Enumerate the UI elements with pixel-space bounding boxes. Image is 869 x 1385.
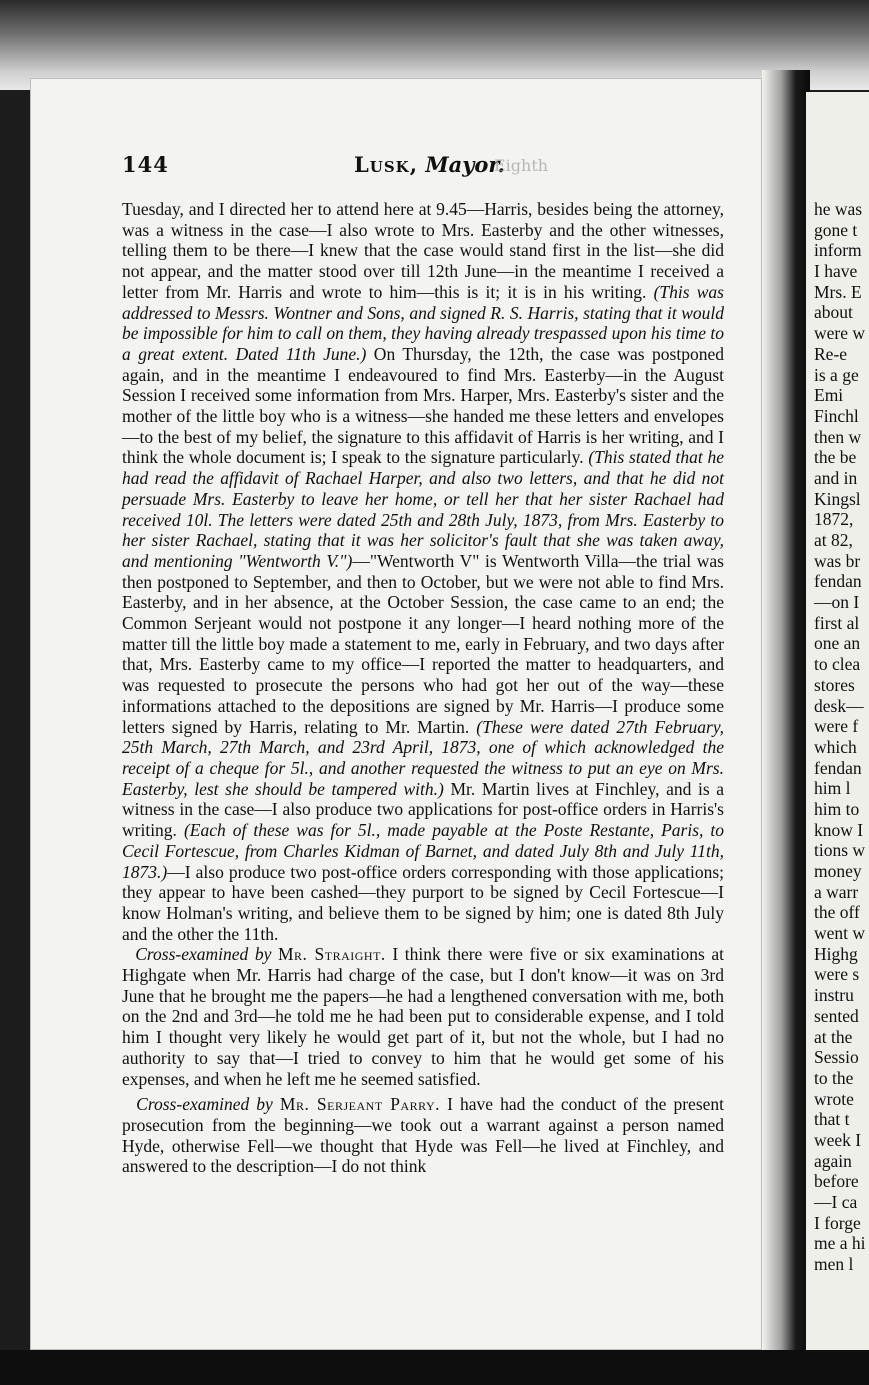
right-column-line: one an (814, 633, 861, 654)
right-column-line: before (814, 1171, 859, 1192)
right-column-line: the off (814, 902, 860, 923)
cross-label: Cross-examined by (136, 1094, 273, 1115)
italic-note: (Each of these was for 5l., made payable at the Poste Restante, Paris, to Cecil Fortescue, from Charles Kidman of Barnet, and dated July 8th and July 11th, 1873.) (122, 820, 724, 882)
right-column-line: were s (814, 964, 860, 985)
right-column-line: was br (814, 550, 861, 571)
right-page-column (814, 199, 869, 1275)
right-column-line: Emi (814, 385, 844, 406)
right-column-line: which (814, 736, 857, 757)
right-column-line: him to (814, 798, 860, 819)
right-column-line: he was (814, 199, 863, 219)
right-column-line: fendan (814, 571, 862, 592)
right-column-line: desk— (814, 695, 864, 716)
right-column-line: were f (814, 716, 859, 737)
page-number: 144 (122, 152, 169, 177)
right-column-line: fendan (814, 757, 862, 778)
right-column-line: money (814, 861, 862, 881)
right-column-line: Kingsl (814, 488, 861, 509)
testimony-text: —I also produce two post-office orders corresponding with those applications; they appear to have been cashed—they purport to be signed by Cecil Fortescue—I know Holman's writing, and believe them to be signed by him; one is dated 8th July and the other the 11th. (122, 861, 724, 944)
right-column-line: first al (814, 612, 860, 633)
right-column-line: again (814, 1150, 852, 1171)
right-column-line: tions w (814, 840, 866, 861)
right-column-line: Highg (814, 943, 858, 964)
right-column-line: that t (814, 1109, 850, 1130)
counsel-name: Mr. Straight. (277, 944, 386, 965)
right-column-line: stores (814, 674, 855, 695)
right-column-line: inform (814, 240, 862, 261)
right-column-line: me a hi (814, 1233, 866, 1254)
running-head (354, 152, 505, 177)
right-column-line: at the (814, 1026, 853, 1047)
right-column-line: wrote (814, 1088, 854, 1109)
right-column-line: men l (814, 1254, 854, 1275)
right-column-line: Re-e (814, 343, 848, 364)
right-column-line: him l (814, 778, 851, 799)
scan-bottom-margin (0, 1350, 869, 1385)
right-column-line: then w (814, 426, 862, 447)
testimony-text: On Thursday, the 12th, the case was postponed again, and in the meantime I endeavoured to find Mrs. Easterby—in the August Session I received some information from Mrs. Harper, Mrs. Easterby's sister and the mother of the little boy who is a witness—she handed me these letters and envelopes—to the best of my belief, the signature to this affidavit of Harris is her writing, and I think the whole document is; I speak to the signature particularly. (122, 343, 724, 468)
testimony-text: —"Wentworth V" is Wentworth Villa—the trial was then postponed to September, and then to October, but we were not able to find Mrs. Easterby, and in her absence, at the October Session, the case came to an end; the Common Serjeant would not postpone it any longer—I heard nothing more of the matter till the little boy made a statement to me, early in February, and two days after that, Mrs. Easterby came to my office—I reported the matter to headquarters, and was requested to prosecute the persons who had got her out of the way—these informations attached to the depositions are signed by Mr. Harris—I produce some letters signed by Harris, relating to Mr. Martin. (122, 550, 724, 737)
cross-text: I think there were five or six examinations at Highgate when Mr. Harris had charge of the case, but I don't know—it was on 3rd June that he brought me the papers—he had a lengthened conversation with me, both on the 2nd and 3rd—he told me he had been put to considerable expense, and I told him I thought very likely he would get part of it, but not the whole, but I had no authority to say that—I tried to convey to him that he would get some of his expenses, and when he left me he seemed satisfied. (122, 944, 724, 1089)
cross-label: Cross-examined by (135, 944, 272, 965)
italic-note: (This was addressed to Messrs. Wontner and Sons, and signed R. S. Harris, stating that it would be impossible for him to call on them, they having already trespassed upon his time to a great extent. Dated 11th June.) (122, 281, 724, 364)
right-column-line: week I (814, 1129, 862, 1150)
right-column-line: a warr (814, 881, 859, 902)
right-column-line: about (814, 302, 853, 323)
right-column-line: instru (814, 985, 854, 1006)
right-column-line: —on I (814, 592, 860, 613)
scan-top-margin (0, 0, 869, 90)
right-column-line: —I ca (814, 1192, 858, 1212)
right-column-line: gone t (814, 219, 858, 240)
testimony-text: Mr. Martin lives at Finchley, and is a witness in the case—I also produce two applications for post-office orders in Harris's writing. (122, 778, 725, 841)
book-gutter (762, 70, 810, 1360)
right-column-line: know I (814, 819, 864, 840)
cross-examination-parry (122, 1094, 724, 1177)
right-column-line: to the (814, 1067, 854, 1088)
right-column-line: and in (814, 467, 858, 488)
right-column-line: Finchl (814, 405, 859, 426)
right-column-line: is a ge (814, 364, 859, 385)
testimony-text: Tuesday, and I directed her to attend here at 9.45—Harris, besides being the attorney, was a witness in the case—I also wrote to Mrs. Easterby and the other witnesses, telling them to be there—I knew that the case would stand first in the list—she did not appear, and the matter stood over till 12th June—in the meantime I received a letter from Mr. Harris and wrote to him—this is it; it is in his writing. (122, 199, 724, 302)
bleed-through-text: Eighth (494, 156, 549, 175)
right-column-line: I forge (814, 1212, 861, 1233)
testimony-paragraph (122, 199, 724, 944)
right-column-line: Sessio (814, 1047, 859, 1068)
right-column-line: at 82, (814, 530, 853, 550)
right-column-line: to clea (814, 654, 861, 675)
right-column-line: went w (814, 923, 866, 944)
page-header (122, 152, 722, 182)
cross-examination-straight (122, 944, 724, 1089)
right-column-line: I have (814, 261, 858, 282)
cross-text: I have had the conduct of the present prosecution from the beginning—we took out a warrant against a person named Hyde, otherwise Fell—we thought that Hyde was Fell—he lived at Finchley, and answered to the description—I do not think (122, 1094, 725, 1177)
right-column-line: sented (814, 1005, 859, 1026)
page-body (122, 199, 724, 1177)
right-column-line: were w (814, 323, 866, 344)
running-head-surname: Lusk, (354, 152, 419, 177)
right-column-line: Mrs. E (814, 281, 862, 302)
right-column-line: the be (814, 447, 857, 468)
counsel-name: Mr. Serjeant Parry. (279, 1094, 441, 1115)
right-column-line: 1872, (814, 509, 854, 530)
running-head-title: Mayor. (425, 152, 505, 177)
italic-note: (This stated that he had read the affidavit of Rachael Harper, and also two letters, and that he did not persuade Mrs. Easterby to leave her home, or tell her that her sister Rachael had received 10l. The letters were dated 25th and 28th July, 1873, from Mrs. Easterby to her sister Rachael, stating that it was her solicitor's fault that she was taken away, and mentioning "Wentworth V.") (122, 447, 725, 571)
italic-note: (These were dated 27th February, 25th March, 27th March, and 23rd April, 1873, one of which acknowledged the receipt of a cheque for 5l., and another requested the witness to put an eye on Mrs. Easterby, lest she should be tampered with.) (122, 716, 724, 799)
